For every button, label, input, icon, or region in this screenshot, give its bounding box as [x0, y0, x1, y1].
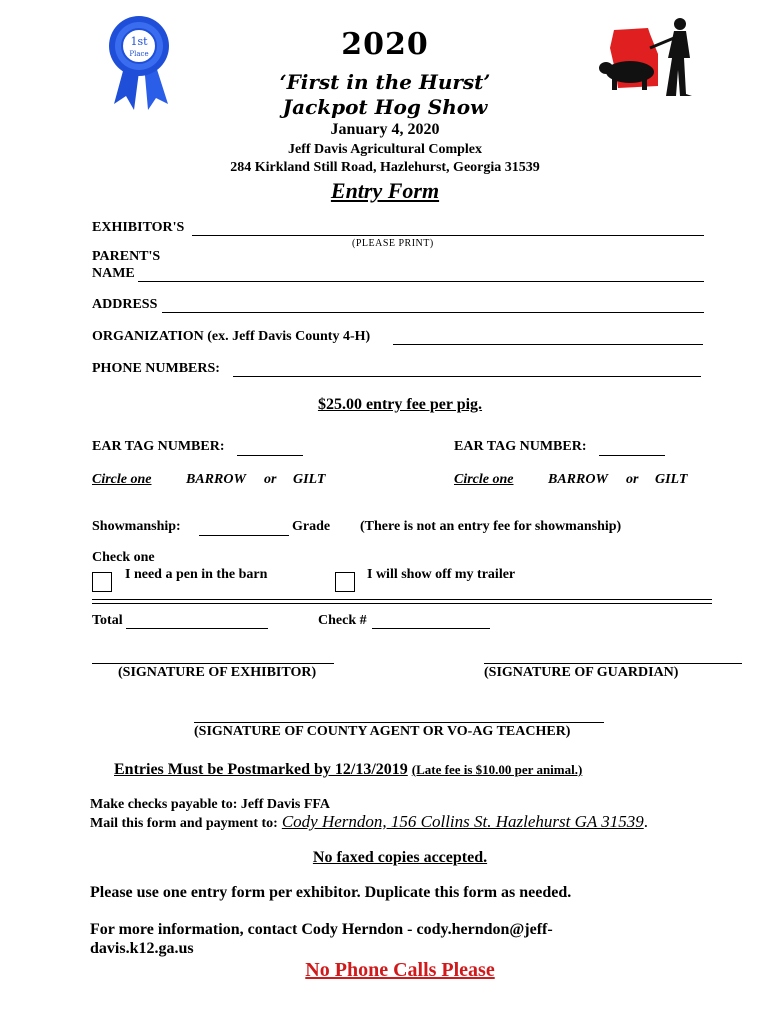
parent-name-field[interactable] [138, 281, 704, 282]
check-one-label: Check one [92, 550, 155, 565]
show-date: January 4, 2020 [330, 121, 440, 138]
hog-show-logo-icon [596, 14, 714, 100]
showmanship-grade-field[interactable] [199, 535, 289, 536]
pen-in-barn-checkbox[interactable] [92, 572, 112, 592]
no-phone-calls: No Phone Calls Please [305, 959, 495, 981]
gilt-option-2[interactable]: GILT [655, 472, 688, 487]
check-number-label: Check # [318, 613, 367, 628]
grade-label: Grade [292, 519, 331, 534]
show-off-trailer-checkbox[interactable] [335, 572, 355, 592]
contact-info-line2: davis.k12.ga.us [90, 940, 194, 957]
ear-tag-label-1: EAR TAG NUMBER: [92, 439, 225, 454]
or-text-2: or [626, 472, 639, 487]
total-field[interactable] [126, 628, 268, 629]
phone-label: PHONE NUMBERS: [92, 361, 220, 376]
no-faxed-copies: No faxed copies accepted. [312, 849, 488, 866]
exhibitor-signature-line[interactable] [92, 663, 334, 664]
exhibitor-name-field[interactable] [192, 235, 704, 236]
mail-address: Cody Herndon, 156 Collins St. Hazlehurst GA 31539 [281, 812, 644, 831]
mail-label: Mail this form and payment to: [90, 816, 278, 831]
circle-one-label-2: Circle one [454, 472, 514, 487]
ear-tag-field-1[interactable] [237, 455, 303, 456]
show-off-trailer-label: I will show off my trailer [367, 567, 516, 582]
showmanship-label: Showmanship: [92, 519, 181, 534]
parent-label-1: PARENT'S [92, 249, 161, 264]
contact-info-line1: For more information, contact Cody Herndon - cody.herndon@jeff- [90, 921, 553, 938]
show-name-line1: ‘First in the Hurst’ [279, 70, 491, 94]
venue: Jeff Davis Agricultural Complex [287, 142, 483, 157]
please-print-note: (PLEASE PRINT) [352, 238, 434, 249]
ear-tag-field-2[interactable] [599, 455, 665, 456]
gilt-option-1[interactable]: GILT [293, 472, 326, 487]
barrow-option-2[interactable]: BARROW [548, 472, 608, 487]
exhibitor-signature-label: (SIGNATURE OF EXHIBITOR) [118, 665, 317, 680]
agent-signature-label: (SIGNATURE OF COUNTY AGENT OR VO-AG TEACHER) [194, 724, 571, 739]
guardian-signature-label: (SIGNATURE OF GUARDIAN) [484, 665, 679, 680]
organization-field[interactable] [393, 344, 703, 345]
form-title: Entry Form [330, 178, 440, 203]
first-place-ribbon-icon [104, 12, 174, 112]
showmanship-note: (There is not an entry fee for showmanship) [360, 519, 622, 534]
check-number-field[interactable] [372, 628, 490, 629]
venue-address: 284 Kirkland Still Road, Hazlehurst, Georgia 31539 [230, 160, 540, 175]
mail-to-line [90, 812, 648, 832]
entry-fee: $25.00 entry fee per pig. [317, 396, 483, 413]
phone-field[interactable] [233, 376, 701, 377]
ribbon-text-1: 1st [130, 35, 148, 48]
pen-in-barn-label: I need a pen in the barn [125, 567, 268, 582]
ribbon-text-2: Place [129, 50, 149, 58]
exhibitor-label: EXHIBITOR'S [92, 220, 185, 235]
or-text-1: or [264, 472, 277, 487]
agent-signature-line[interactable] [194, 722, 604, 723]
total-label: Total [92, 613, 123, 628]
show-name-line2: Jackpot Hog Show [282, 95, 488, 119]
organization-label: ORGANIZATION (ex. Jeff Davis County 4-H) [92, 329, 371, 344]
section-divider [92, 599, 712, 604]
barrow-option-1[interactable]: BARROW [186, 472, 246, 487]
circle-one-label-1: Circle one [92, 472, 152, 487]
mail-period: . [643, 812, 648, 831]
address-field[interactable] [162, 312, 704, 313]
postmark-deadline [114, 761, 582, 779]
parent-label-2: NAME [92, 266, 135, 281]
postmark-text: Entries Must be Postmarked by 12/13/2019 [114, 761, 408, 778]
year-title: 2020 [341, 27, 429, 62]
late-fee-text: (Late fee is $10.00 per animal.) [411, 762, 583, 777]
one-form-note: Please use one entry form per exhibitor. Duplicate this form as needed. [90, 884, 572, 901]
address-label: ADDRESS [92, 297, 158, 312]
guardian-signature-line[interactable] [484, 663, 742, 664]
checks-payable: Make checks payable to: Jeff Davis FFA [90, 797, 331, 812]
ear-tag-label-2: EAR TAG NUMBER: [454, 439, 587, 454]
